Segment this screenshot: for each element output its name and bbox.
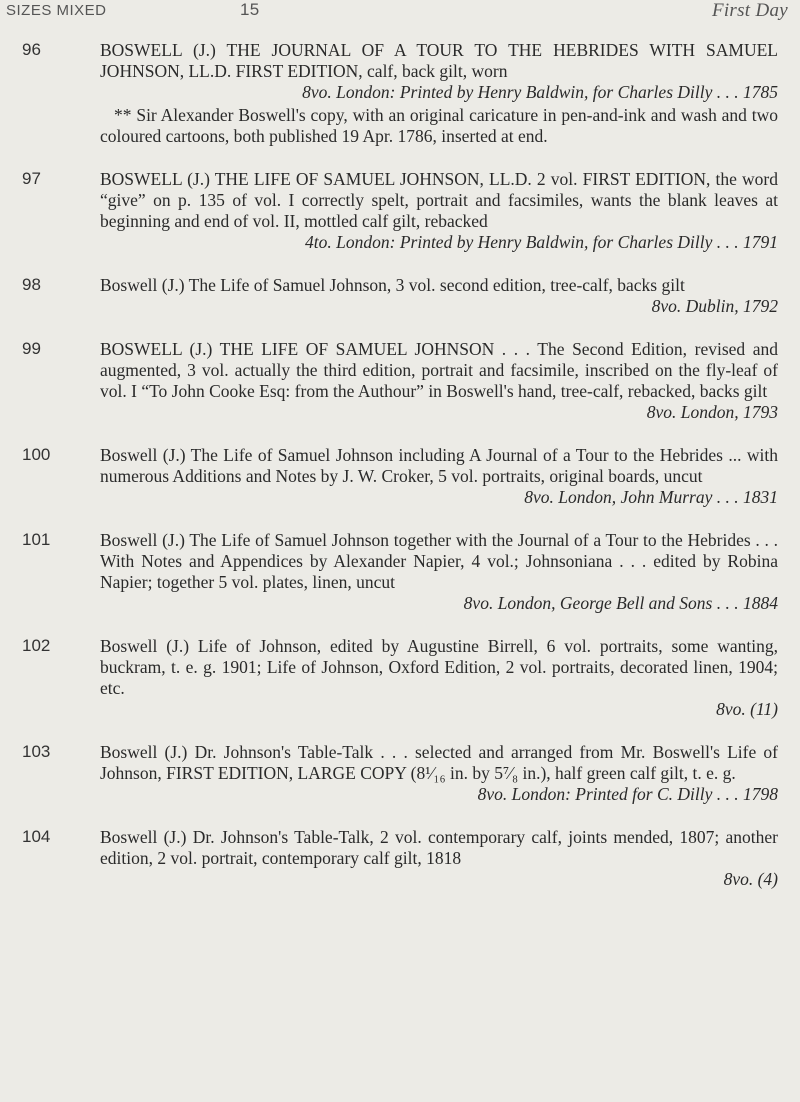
lot-entry xyxy=(0,530,800,614)
lot-text: Boswell (J.) The Life of Samuel Johnson, 3 vol. second edition, tree-calf, backs gilt xyxy=(100,275,685,295)
lot-number: 102 xyxy=(22,636,51,655)
lot-description xyxy=(100,827,778,890)
lot-number: 101 xyxy=(22,530,51,549)
lot-list xyxy=(0,40,800,912)
lot-description xyxy=(100,339,778,423)
lot-imprint: 8vo. London, 1793 xyxy=(646,402,778,422)
lot-imprint: 4to. London: Printed by Henry Baldwin, for Charles Dilly . . . 1791 xyxy=(305,232,778,252)
lot-text: BOSWELL (J.) THE LIFE OF SAMUEL JOHNSON, LL.D. 2 vol. FIRST EDITION, the word “give” on p. 135 of vol. I correctly spelt, portrait and facsimiles, wants the blank leaves at beginning and end of vol. II, mottled calf gilt, rebacked xyxy=(100,169,778,231)
lot-description xyxy=(100,530,778,614)
lot-imprint: 8vo. (11) xyxy=(716,699,778,719)
lot-text: BOSWELL (J.) THE LIFE OF SAMUEL JOHNSON . . . The Second Edition, revised and augmented, 3 vol. actually the third edition, portrait and facsimile, inscribed on the fly-leaf of vol. I “To John Cooke Esq: from the Authour” in Boswell's hand, tree-calf, rebacked, backs gilt xyxy=(100,339,778,401)
page-number: 15 xyxy=(240,0,260,19)
lot-text: Boswell (J.) The Life of Samuel Johnson together with the Journal of a Tour to the Hebrides . . . With Notes and Appendices by Alexander Napier, 4 vol.; Johnsoniana . . . edited by Robina Napier; together 5 vol. plates, linen, uncut xyxy=(100,530,778,592)
lot-number: 100 xyxy=(22,445,51,464)
lot-entry xyxy=(0,275,800,317)
lot-number: 96 xyxy=(22,40,41,59)
lot-text: Boswell (J.) Dr. Johnson's Table-Talk . . . selected and arranged from Mr. Boswell's Life of Johnson, FIRST EDITION, LARGE COPY (8¹⁄₁₆ in. by 5⁷⁄₈ in.), half green calf gilt, t. e. g. xyxy=(100,742,778,783)
lot-text: Boswell (J.) Dr. Johnson's Table-Talk, 2 vol. contemporary calf, joints mended, 1807; another edition, 2 vol. portrait, contemporary calf gilt, 1818 xyxy=(100,827,778,868)
lot-description xyxy=(100,40,778,147)
lot-text: Boswell (J.) Life of Johnson, edited by Augustine Birrell, 6 vol. portraits, some wanting, buckram, t. e. g. 1901; Life of Johnson, Oxford Edition, 2 vol. portraits, decorated linen, 1904; etc. xyxy=(100,636,778,698)
lot-number: 99 xyxy=(22,339,41,358)
lot-imprint: 8vo. London, George Bell and Sons . . . 1884 xyxy=(463,593,778,613)
lot-text: BOSWELL (J.) THE JOURNAL OF A TOUR TO THE HEBRIDES WITH SAMUEL JOHNSON, LL.D. FIRST EDITION, calf, back gilt, worn xyxy=(100,40,778,81)
lot-entry xyxy=(0,339,800,423)
lot-number: 104 xyxy=(22,827,51,846)
lot-entry xyxy=(0,827,800,890)
lot-number: 97 xyxy=(22,169,41,188)
lot-entry xyxy=(0,169,800,253)
lot-imprint: 8vo. (4) xyxy=(723,869,778,889)
lot-description xyxy=(100,169,778,253)
lot-description xyxy=(100,742,778,805)
lot-entry xyxy=(0,40,800,147)
header-day-label: First Day xyxy=(711,0,788,21)
lot-entry xyxy=(0,445,800,508)
lot-imprint: 8vo. London, John Murray . . . 1831 xyxy=(524,487,778,507)
lot-entry xyxy=(0,636,800,720)
lot-description xyxy=(100,636,778,720)
lot-description xyxy=(100,275,778,317)
lot-imprint: 8vo. London: Printed by Henry Baldwin, for Charles Dilly . . . 1785 xyxy=(302,82,778,102)
lot-description xyxy=(100,445,778,508)
lot-text: Boswell (J.) The Life of Samuel Johnson including A Journal of a Tour to the Hebrides ... with numerous Additions and Notes by J. W. Croker, 5 vol. portraits, original boards, uncut xyxy=(100,445,778,486)
page-header xyxy=(0,0,800,30)
lot-number: 98 xyxy=(22,275,41,294)
lot-entry xyxy=(0,742,800,805)
header-sizes-label: SIZES MIXED xyxy=(6,2,107,19)
lot-imprint: 8vo. Dublin, 1792 xyxy=(651,296,778,316)
lot-note: ** Sir Alexander Boswell's copy, with an original caricature in pen-and-ink and wash and two coloured cartoons, both published 19 Apr. 1786, inserted at end. xyxy=(100,105,778,146)
lot-number: 103 xyxy=(22,742,51,761)
lot-imprint: 8vo. London: Printed for C. Dilly . . . 1798 xyxy=(477,784,778,804)
